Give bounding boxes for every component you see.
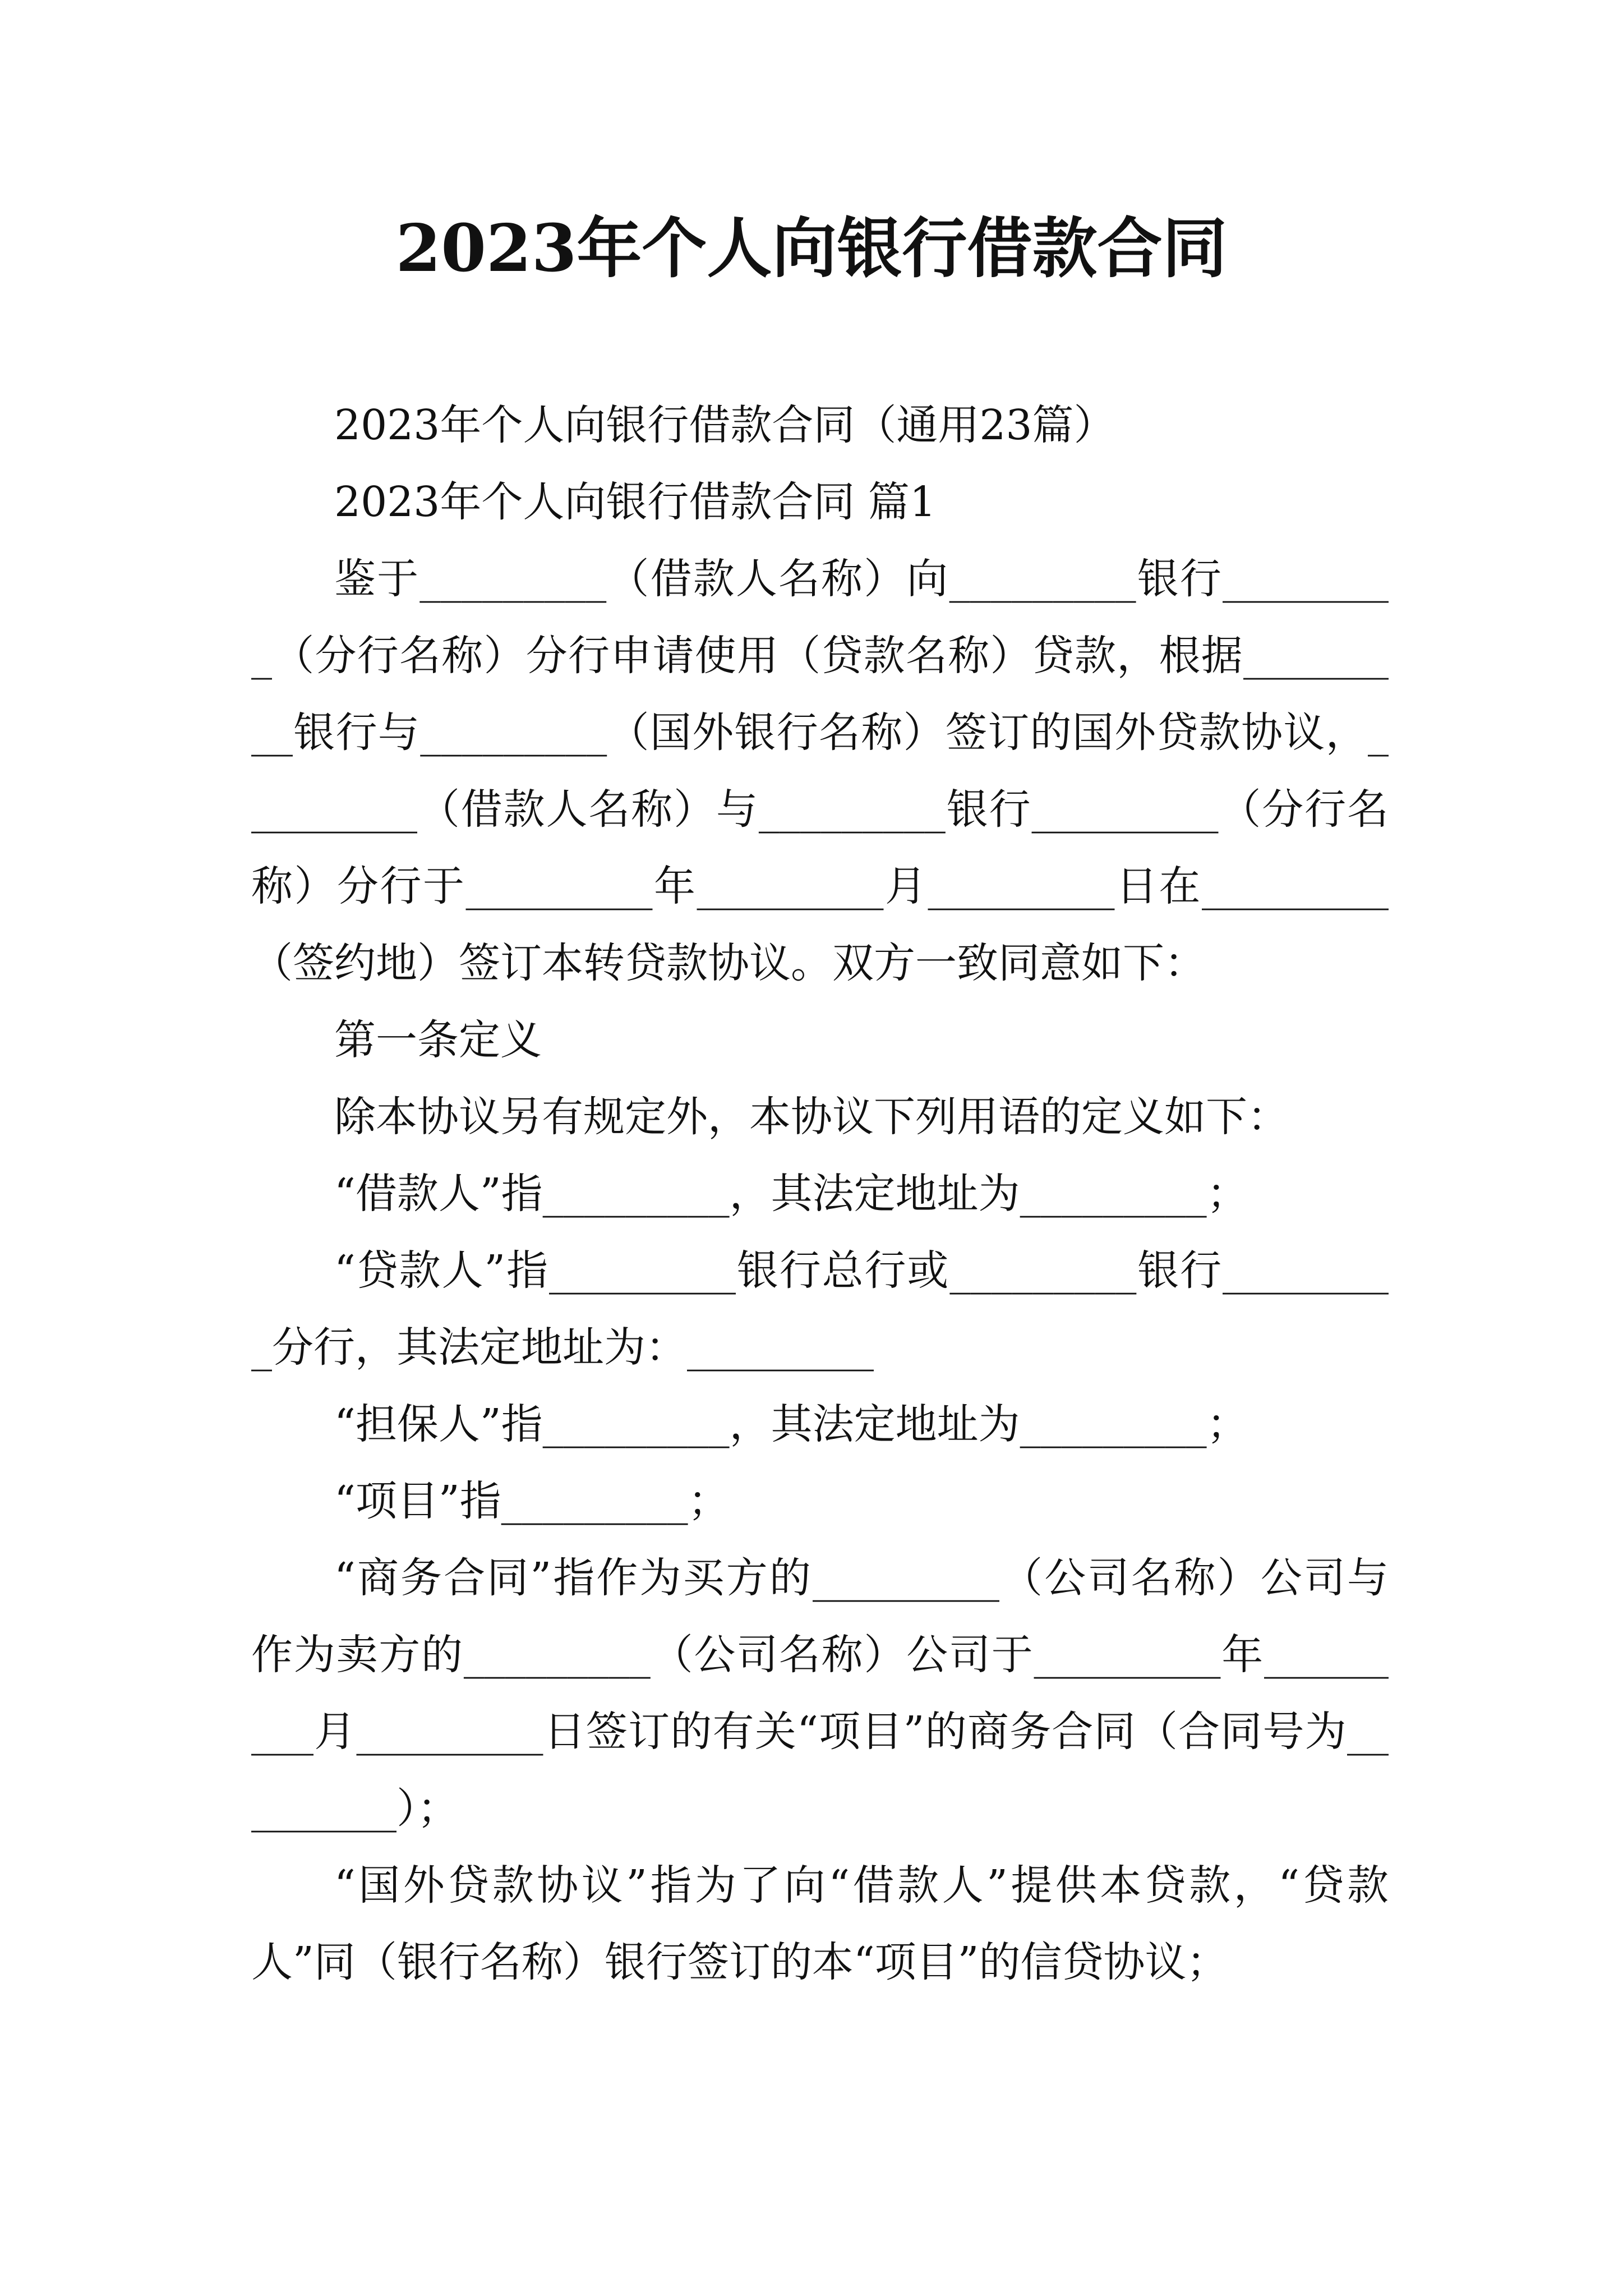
paragraph-definitions-intro: 除本协议另有规定外，本协议下列用语的定义如下： bbox=[334, 1093, 1289, 1141]
document-body bbox=[251, 387, 1389, 2001]
definition-guarantor: “担保人”指_________，其法定地址为_________； bbox=[334, 1400, 1248, 1448]
doc-subtitle: 2023年个人向银行借款合同（通用23篇） bbox=[334, 401, 1115, 449]
section-heading: 2023年个人向银行借款合同 篇1 bbox=[334, 478, 936, 526]
paragraph-preamble: 鉴于_________（借款人名称）向_________银行_________（分行名称）分行申请使用（贷款名称）贷款，根据_________银行与_________（国外银行名称）签订的国外贷款协议，_________（借款人名称）与_________银行_________（分行名称）分行于_________年_________月_________日在_________（签约地）签订本转贷款协议。双方一致同意如下： bbox=[251, 555, 1389, 987]
article-heading: 第一条定义 bbox=[334, 1016, 542, 1064]
document-title: 2023年个人向银行借款合同 bbox=[395, 210, 1228, 287]
definition-borrower: “借款人”指_________，其法定地址为_________； bbox=[334, 1170, 1248, 1218]
definition-project: “项目”指_________； bbox=[334, 1477, 730, 1525]
definition-foreign-loan-agreement: “国外贷款协议”指为了向“借款人”提供本贷款，“贷款人”同（银行名称）银行签订的本“项目”的信贷协议； bbox=[251, 1861, 1389, 1986]
definition-lender: “贷款人”指_________银行总行或_________银行_________分行，其法定地址为：_________ bbox=[251, 1246, 1389, 1372]
definition-commercial-contract: “商务合同”指作为买方的_________（公司名称）公司与作为卖方的_________（公司名称）公司于_________年_________月_________日签订的有关“项目”的商务合同（合同号为_________）； bbox=[251, 1554, 1389, 1833]
